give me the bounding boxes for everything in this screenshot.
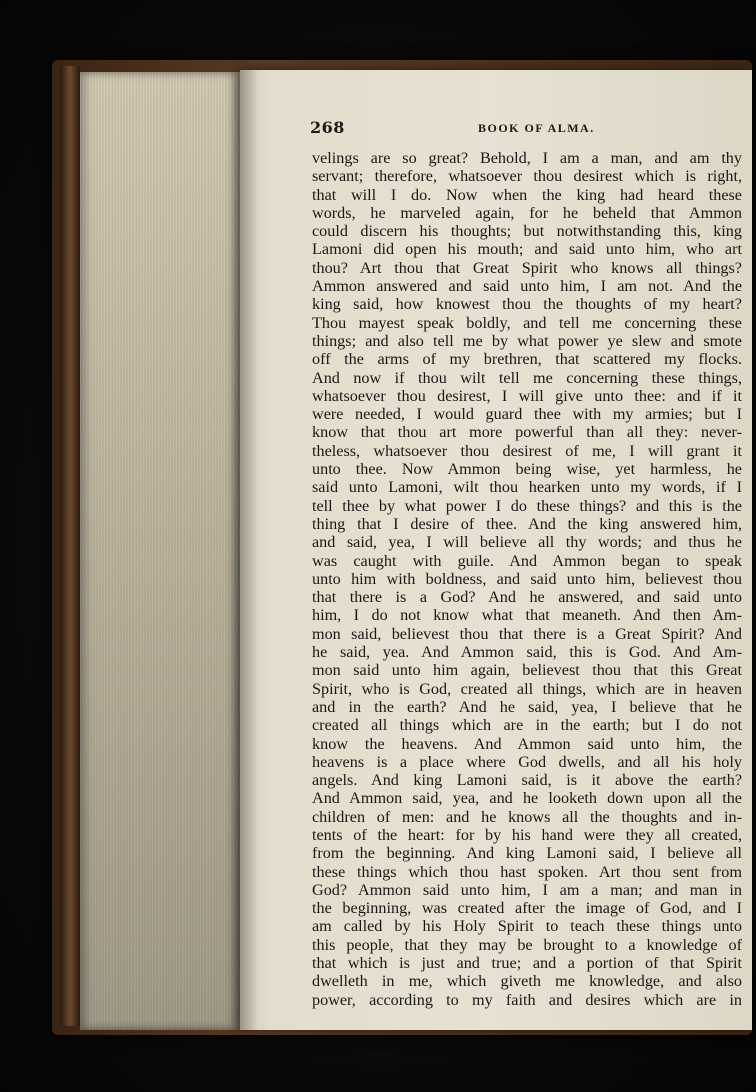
text-line: that there is a God? And he answered, and said unto — [312, 588, 742, 607]
text-line: God? Ammon said unto him, I am a man; and man in — [312, 880, 742, 899]
text-line: children of men: and he knows all the thoughts and in- — [312, 807, 742, 826]
text-line: was caught with guile. And Ammon began to speak — [312, 551, 742, 570]
text-line: And Ammon said, yea, and he looketh down upon all the — [312, 789, 742, 808]
page-header — [310, 118, 740, 138]
text-line: mon said unto him again, believest thou that this Great — [312, 661, 742, 680]
text-line: thou? Art thou that Great Spirit who knows all things? — [312, 258, 742, 277]
text-line: that which is just and true; and a portion of that Spirit — [312, 954, 742, 973]
text-line: heavens is a place where God dwells, and all his holy — [312, 752, 742, 771]
running-head: BOOK OF ALMA. — [478, 121, 595, 135]
text-line: things; and also tell me by what power ye slew and smote — [312, 331, 742, 350]
text-line: am called by his Holy Spirit to teach these things unto — [312, 917, 742, 936]
text-line: And now if thou wilt tell me concerning these things, — [312, 368, 742, 387]
text-line: unto thee. Now Ammon being wise, yet harmless, he — [312, 460, 742, 479]
book-spine-edge — [60, 66, 80, 1026]
text-line: angels. And king Lamoni said, is it above the earth? — [312, 771, 742, 790]
text-line: know the heavens. And Ammon said unto him, the — [312, 734, 742, 753]
text-line: velings are so great? Behold, I am a man, and am thy — [312, 149, 742, 167]
text-line: the beginning, was created after the image of God, and I — [312, 899, 742, 918]
text-line: tents of the heart: for by his hand were they all created, — [312, 825, 742, 844]
text-line: these things which thou hast spoken. Art thou sent from — [312, 862, 742, 881]
text-line: tell thee by what power I do these things? and this is the — [312, 496, 742, 515]
text-line: Ammon answered and said unto him, I am not. And the — [312, 277, 742, 296]
text-line: said unto Lamoni, wilt thou hearken unto my words, if I — [312, 478, 742, 497]
text-line: him, I do not know what that meaneth. And then Am- — [312, 606, 742, 625]
text-line: dwelleth in me, which giveth me knowledge, and also — [312, 972, 742, 991]
text-line: were needed, I would guard thee with my armies; but I — [312, 405, 742, 424]
text-line: off the arms of my brethren, that scattered my flocks. — [312, 350, 742, 369]
text-line: this people, that they may be brought to a knowledge of — [312, 935, 742, 954]
text-line: whatsoever thou desirest, I will give unto thee: and if it — [312, 386, 742, 405]
page-block-edges — [80, 72, 242, 1030]
page-body-text — [312, 149, 742, 1009]
text-line: he said, yea. And Ammon said, this is God. And Am- — [312, 643, 742, 662]
text-line: theless, whatsoever thou desirest of me, I will grant it — [312, 441, 742, 460]
text-line: thing that I desire of thee. And the king answered him, — [312, 514, 742, 533]
text-line: know that thou art more powerful than all they: never- — [312, 423, 742, 442]
text-line: power, according to my faith and desires which are in — [312, 990, 742, 1009]
text-line: words, he marveled again, for he beheld that Ammon — [312, 203, 742, 222]
text-line: could discern his thoughts; but notwithstanding this, king — [312, 222, 742, 241]
text-line: that will I do. Now when the king had heard these — [312, 185, 742, 204]
text-line: unto him with boldness, and said unto him, believest thou — [312, 569, 742, 588]
book-page — [240, 70, 752, 1030]
text-line: created all things which are in the earth; but I do not — [312, 716, 742, 735]
text-line: Lamoni did open his mouth; and said unto him, who art — [312, 240, 742, 259]
text-line: Spirit, who is God, created all things, which are in heaven — [312, 679, 742, 698]
text-line: and in the earth? And he said, yea, I believe that he — [312, 697, 742, 716]
text-line: and said, yea, I will believe all thy words; and thus he — [312, 533, 742, 552]
page-number: 268 — [310, 118, 345, 137]
text-line: servant; therefore, whatsoever thou desirest which is right, — [312, 167, 742, 186]
text-line: mon said, believest thou that there is a Great Spirit? And — [312, 624, 742, 643]
text-line: king said, how knowest thou the thoughts of my heart? — [312, 295, 742, 314]
text-line: from the beginning. And king Lamoni said, I believe all — [312, 844, 742, 863]
text-line: Thou mayest speak boldly, and tell me concerning these — [312, 313, 742, 332]
